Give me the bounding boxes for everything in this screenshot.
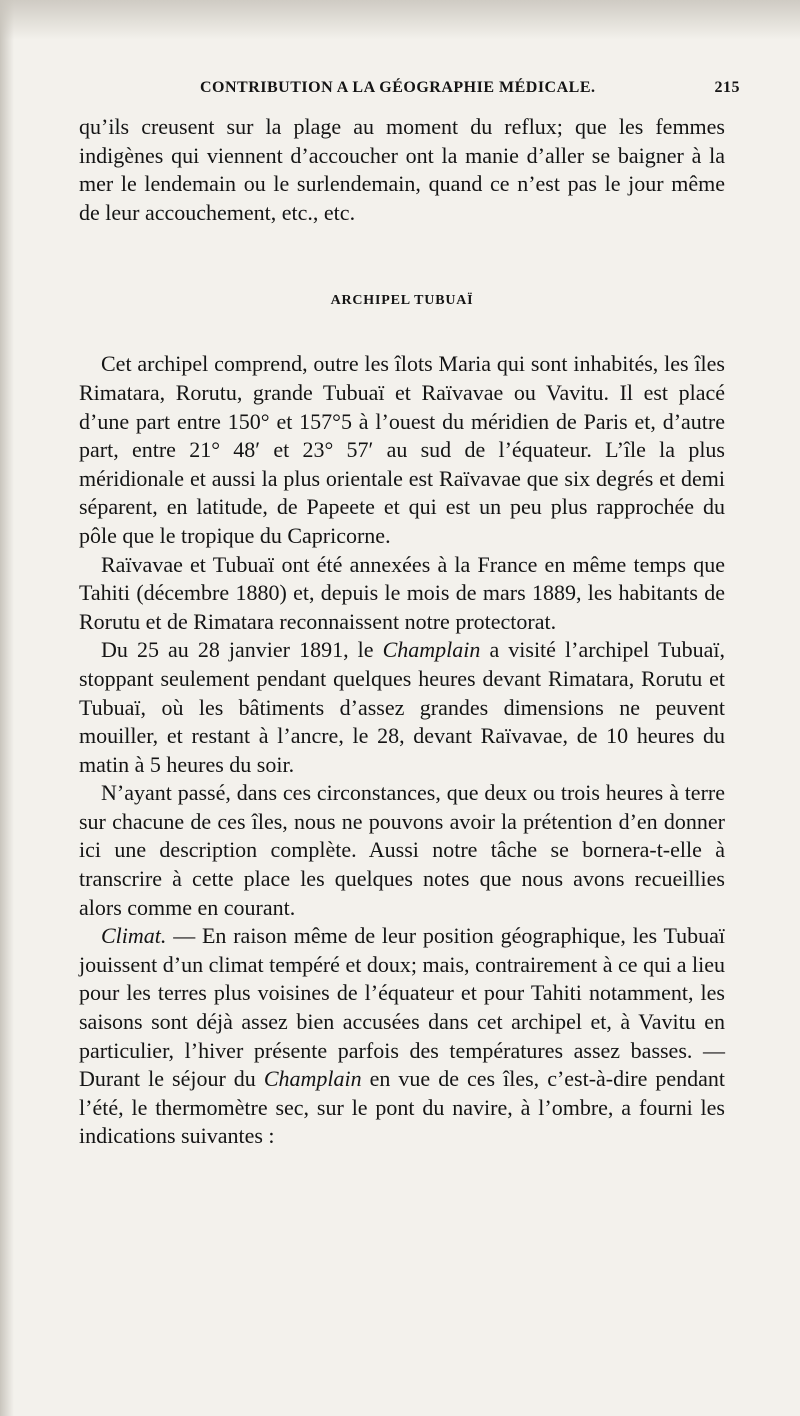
paragraph-5-part1: — En raison même de leur position géographique, les Tubuaï jouissent d’un climat tempéré et doux; mais, contrairement à ce qui a lieu pour les terres plus voisines de l’équateur et pour Tahiti notamment, les saisons sont déjà assez bien accusées dans cet archipel et, à Vavitu en particulier, l’hiver présente parfois des températures assez basses. — Durant le séjour du	[79, 923, 725, 1092]
paragraph-5-part2: en vue de ces îles, c’est-à-dire pendant l’été, le thermomètre sec, sur le pont du navire, à l’ombre, a fourni les indications suivantes :	[79, 1066, 726, 1149]
ship-name: Champlain	[382, 637, 481, 663]
page-top-shadow	[0, 0, 800, 40]
paragraph-1: Cet archipel comprend, outre les îlots Maria qui sont inhabités, les îles Rimatara, Rorutu, grande Tubuaï et Raïvavae ou Vavitu. Il est placé d’une part entre 150° et 157°5 à l’ouest du méridien de Paris et, d’autre part, entre 21° 48′ et 23° 57′ au sud de l’équateur. L’île la plus méridionale et aussi la plus orientale est Raïvavae que six degrés et demi séparent, en latitude, de Papeete et qui est un peu plus rapprochée du pôle que le tropique du Capricorne.	[79, 351, 725, 548]
paragraph-2: Raïvavae et Tubuaï ont été annexées à la France en même temps que Tahiti (décembre 1880) et, depuis le mois de mars 1889, les habitants de Rorutu et de Rimatara reconnaissent notre protectorat.	[79, 551, 725, 634]
paragraph-3-after: a visité l’archipel Tubuaï, stoppant seulement pendant quelques heures devant Rimatara, Rorutu et Tubuaï, où les bâtiments d’assez grandes dimensions ne peuvent mouiller, et restant à l’ancre, le 28, devant Raïvavae, de 10 heures du matin à 5 heures du soir.	[79, 637, 725, 777]
paragraph-3	[79, 636, 725, 779]
page-left-shadow	[0, 0, 14, 1416]
text-block	[79, 113, 725, 1151]
running-title: CONTRIBUTION A LA GÉOGRAPHIE MÉDICALE.	[200, 79, 596, 96]
page-number: 215	[714, 79, 740, 96]
section-heading: ARCHIPEL TUBUAÏ	[330, 293, 474, 309]
paragraph-4: N’ayant passé, dans ces circonstances, que deux ou trois heures à terre sur chacune de ces îles, nous ne pouvons avoir la prétention d’en donner ici une description complète. Aussi notre tâche se bornera-t-elle à transcrire à cette place les quelques notes que nous avons recueillies alors comme en courant.	[79, 780, 725, 920]
ship-name: Champlain	[263, 1066, 362, 1092]
paragraph-5	[79, 922, 725, 1151]
paragraph-3-before: Du 25 au 28 janvier 1891, le	[101, 637, 383, 663]
climat-label: Climat.	[101, 923, 167, 949]
paragraph-continued: qu’ils creusent sur la plage au moment du reflux; que les femmes indigènes qui viennent d’accoucher ont la manie d’aller se baigner à la mer le lendemain ou le surlendemain, quand ce n’est pas le jour même de leur accouchement, etc., etc.	[79, 114, 725, 225]
running-head	[200, 79, 740, 103]
